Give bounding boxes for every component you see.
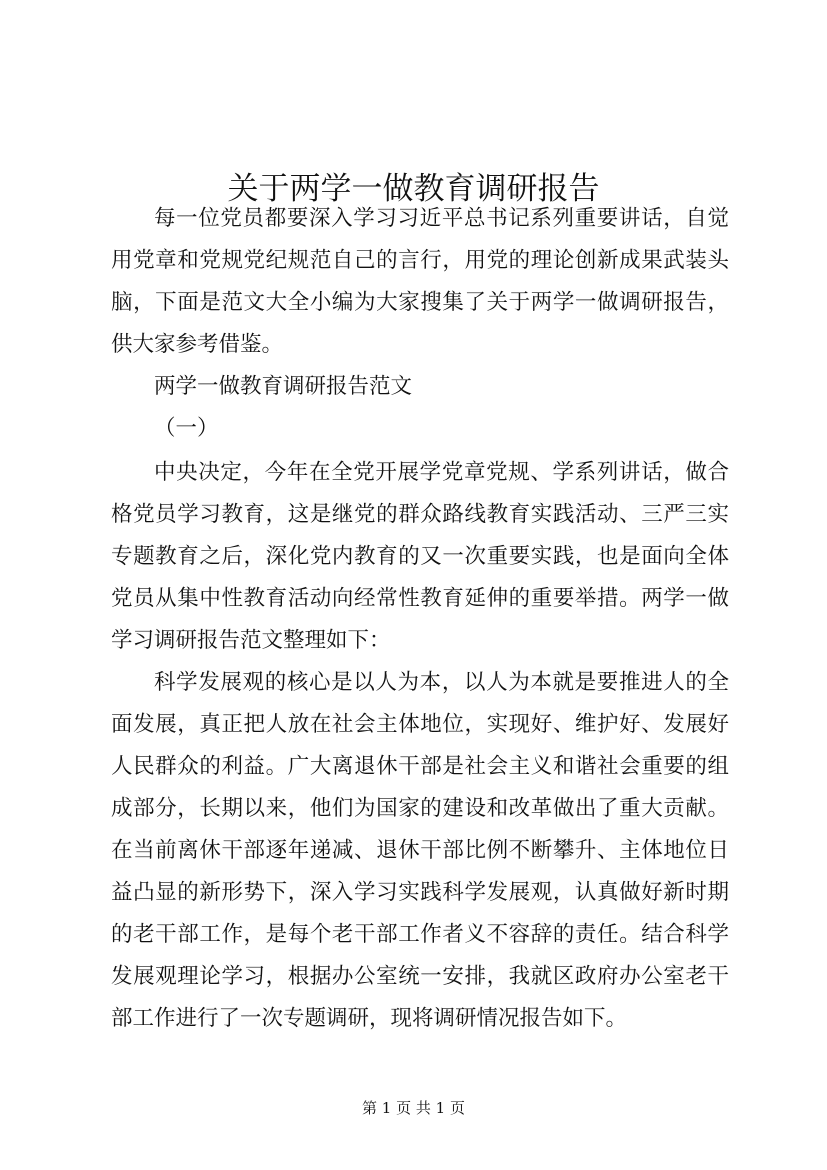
body-paragraph-1: 中央决定，今年在全党开展学党章党规、学系列讲话，做合格党员学习教育，这是继党的群众路线教育实践活动、三严三实专题教育之后，深化党内教育的又一次重要实践，也是面向全体党员从集中性教育活动向经常性教育延伸的重要举措。两学一做学习调研报告范文整理如下： [111, 460, 729, 653]
section-number: （一） [154, 416, 219, 441]
document-title: 关于两学一做教育调研报告 [227, 170, 600, 207]
body-paragraph-2: 科学发展观的核心是以人为本，以人为本就是要推进人的全面发展，真正把人放在社会主体地位，实现好、维护好、发展好人民群众的利益。广大离退休干部是社会主义和谐社会重要的组成部分，长期以来，他们为国家的建设和改革做出了重大贡献。在当前离休干部逐年递减、退休干部比例不断攀升、主体地位日益凸显的新形势下，深入学习实践科学发展观，认真做好新时期的老干部工作，是每个老干部工作者义不容辞的责任。结合科学发展观理论学习，根据办公室统一安排，我就区政府办公室老干部工作进行了一次专题调研，现将调研情况报告如下。 [111, 670, 729, 1031]
intro-paragraph: 每一位党员都要深入学习习近平总书记系列重要讲话，自觉用党章和党规党纪规范自己的言行，用党的理论创新成果武装头脑，下面是范文大全小编为大家搜集了关于两学一做调研报告，供大家参考借鉴。 [111, 206, 729, 357]
section-subtitle: 两学一做教育调研报告范文 [154, 374, 413, 399]
page-footer: 第 1 页 共 1 页 [362, 1099, 465, 1117]
document-body [111, 198, 729, 1040]
